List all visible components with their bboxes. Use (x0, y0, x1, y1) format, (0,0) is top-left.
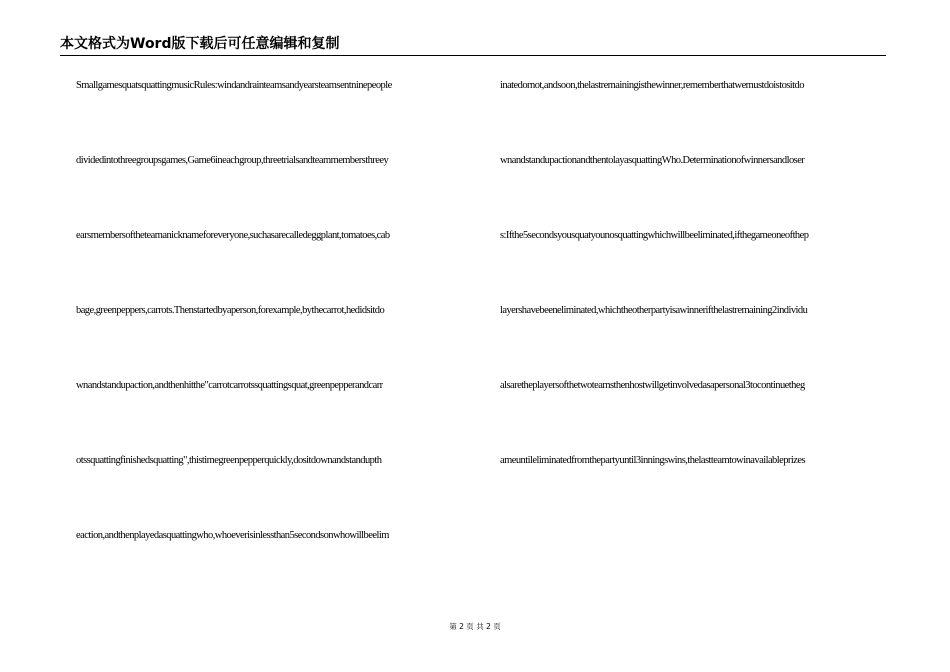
page-number: 第 2 页 共 2 页 (449, 622, 501, 631)
paragraph-line: wnandstandupaction,andthenhitthe"carrotcarrotssquattingsquat,greenpepperandcarr (76, 380, 383, 391)
paragraph-line: otssquattingfinishedsquatting",thistimegreenpepperquickly,dositdownandstandupth (76, 455, 382, 466)
paragraph-line: dividedintothreegroupsgames,Game6ineachgroup,threetrialsandteammembersthreey (76, 155, 389, 166)
page-title: 本文格式为Word版下载后可任意编辑和复制 (60, 36, 340, 52)
paragraph-line: inatedornot,andsoon,thelastremainingisthewinner,rememberthatwemustdoistositdo (500, 80, 804, 91)
paragraph-line: eaction,andthenplayedasquattingwho,whoeverisinlessthan5secondsonwhowillbeelim (76, 530, 389, 541)
page-header (60, 35, 886, 56)
paragraph-line: wnandstandupactionandthentolayasquattingWho.Determinationofwinnersandloser (500, 155, 805, 166)
paragraph-line: SmallgamesquatsquattingmusicRules:windandrainteamsandyearsteamsentninepeople (76, 80, 392, 91)
paragraph-line: ameuntileliminatedfromthepartyuntil3inningswins,thelastteamtowinavailableprizes (500, 455, 805, 466)
paragraph-line: layershavebeeneliminated,whichtheotherpartyisawinnerifthelastremaining2individu (500, 305, 808, 316)
paragraph-line: s:Ifthe5secondsyousquatyounosquattingwhichwillbeeliminated,ifthegameoneofthep (500, 230, 809, 241)
paragraph-line: alsaretheplayersofthetwoteamsthenhostwillgetinvolvedasapersonal3tocontinuetheg (500, 380, 805, 391)
paragraph-line: earsmembersoftheteamanicknameforeveryone,suchasarecalledeggplant,tomatoes,cab (76, 230, 390, 241)
paragraph-line: bage,greenpeppers,carrots.Thenstartedbyaperson,forexample,bythecarrot,hedidsitdo (76, 305, 385, 316)
